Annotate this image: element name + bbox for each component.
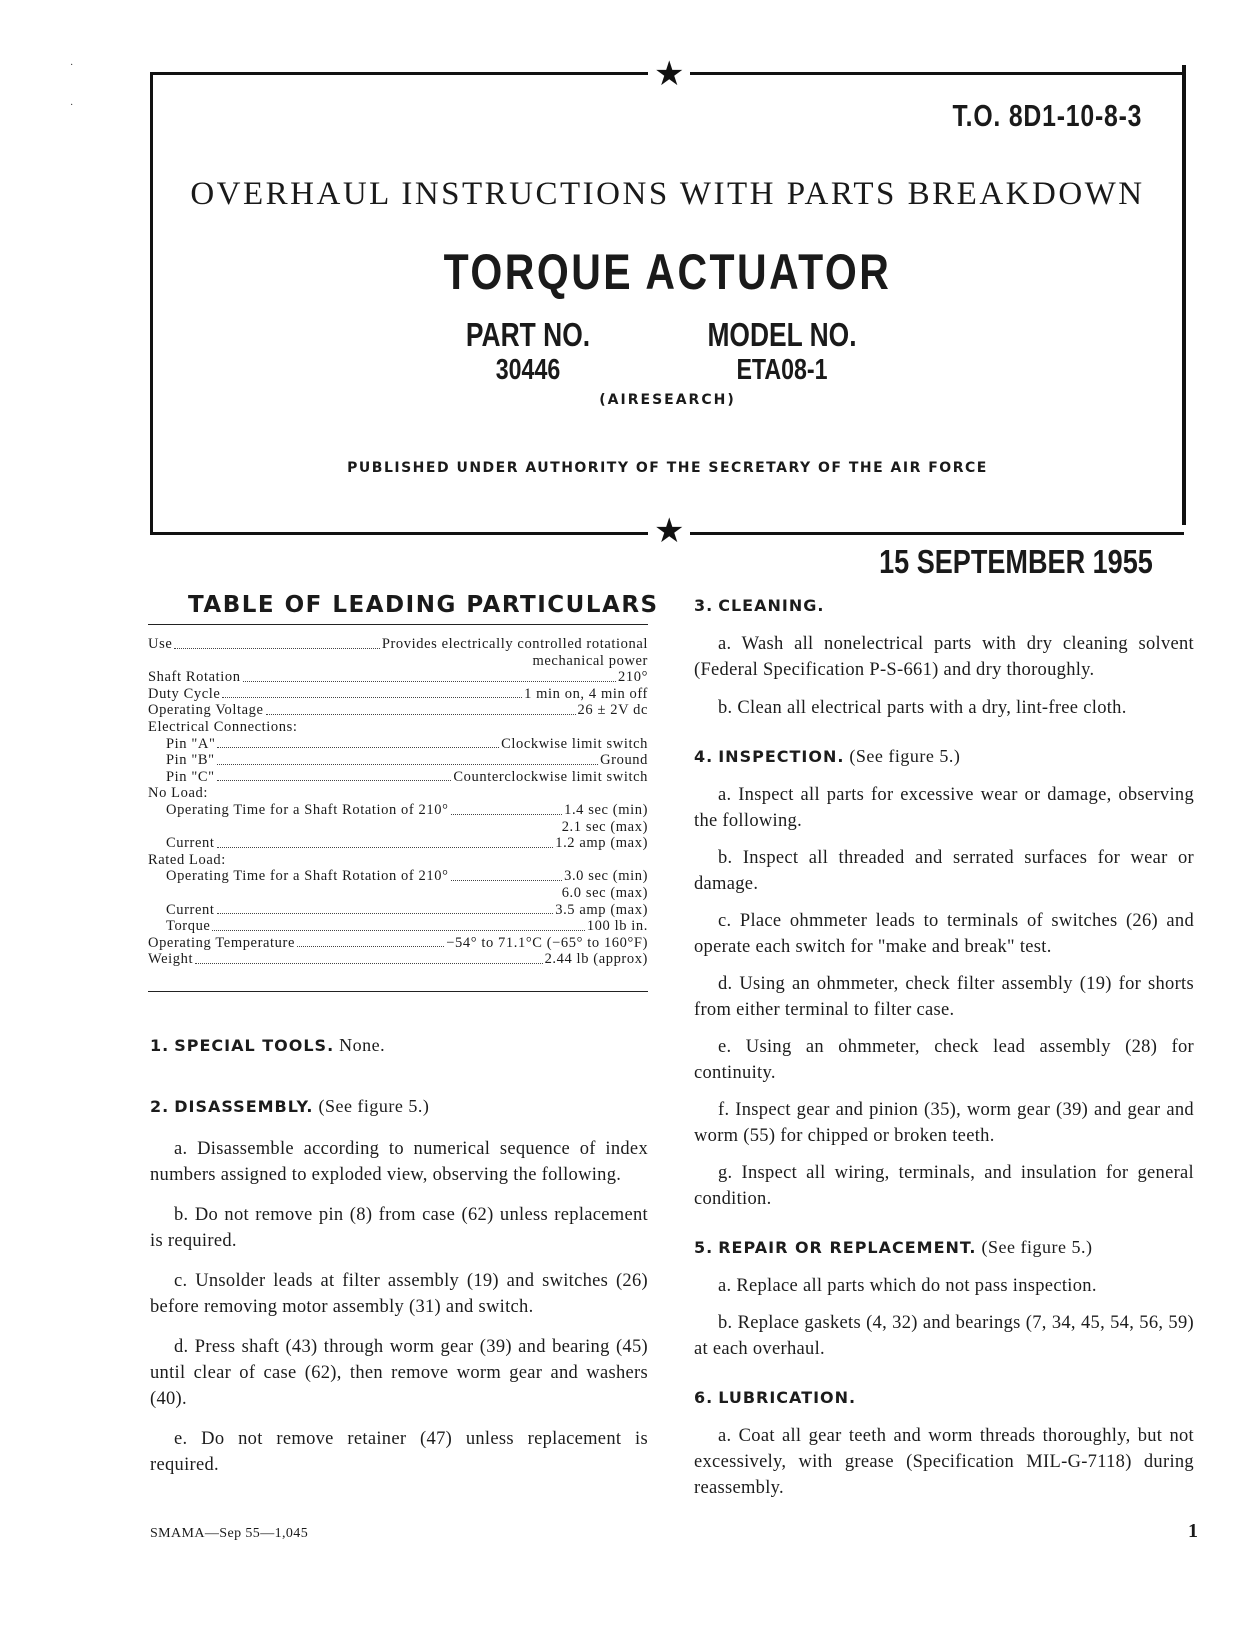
particulars-table: [148, 636, 648, 968]
particulars-top-rule: [148, 624, 648, 625]
particulars-row-nl-current: Current 1.2 amp (max): [166, 835, 648, 852]
particulars-row-shaft: Shaft Rotation 210°: [148, 669, 648, 686]
particulars-row-torque: Torque 100 lb in.: [166, 918, 648, 935]
margin-mark: ·: [70, 60, 74, 71]
particulars-row-rl-current: Current 3.5 amp (max): [166, 901, 648, 918]
particulars-row-use: Use Provides electrically controlled rotational: [148, 636, 648, 652]
paragraph-2e: e. Do not remove retainer (47) unless replacement is required.: [150, 1429, 648, 1475]
section-2-heading: 2. DISASSEMBLY. (See figure 5.): [150, 1096, 430, 1116]
particulars-row-nl-time: Operating Time for a Shaft Rotation of 210° 1.4 sec (min): [166, 801, 648, 818]
publication-date: 15 SEPTEMBER 1955: [879, 543, 1153, 580]
particulars-row-rl-time: Operating Time for a Shaft Rotation of 210° 3.0 sec (min): [166, 868, 648, 885]
particulars-row-pin-c: Pin "C" Counterclockwise limit switch: [166, 768, 648, 785]
particulars-title: TABLE OF LEADING PARTICULARS: [188, 592, 659, 618]
particulars-row-nl-time-cont: 2.1 sec (max): [561, 818, 648, 835]
page-number: 1: [1188, 1520, 1198, 1542]
model-number-label: MODEL NO.: [707, 316, 857, 353]
particulars-row-pin-b: Pin "B" Ground: [166, 752, 648, 769]
section-3-heading: 3. CLEANING.: [694, 596, 825, 615]
authority-line: PUBLISHED UNDER AUTHORITY OF THE SECRETARY OF THE AIR FORCE: [347, 460, 988, 476]
particulars-row-voltage: Operating Voltage 26 ± 2V dc: [148, 702, 648, 719]
particulars-row-use-cont: mechanical power: [532, 652, 648, 669]
particulars-row-weight: Weight 2.44 lb (approx): [148, 951, 648, 968]
right-column: [694, 592, 1194, 1501]
paragraph-2b: b. Do not remove pin (8) from case (62) unless replacement is required.: [150, 1205, 648, 1251]
part-number-value: 30446: [495, 354, 561, 386]
particulars-row-duty: Duty Cycle 1 min on, 4 min off: [148, 685, 648, 702]
paragraph-6a: a. Coat all gear teeth and worm threads thoroughly, but not excessively, with grease (Specification MIL-G-7118) during reassembly.: [694, 1426, 1194, 1498]
part-number-label: PART NO.: [465, 316, 591, 353]
paragraph-4a: a. Inspect all parts for excessive wear or damage, observing the following.: [694, 785, 1194, 831]
paragraph-4f: f. Inspect gear and pinion (35), worm gear (39) and gear and worm (55) for chipped or broken teeth.: [694, 1100, 1194, 1146]
particulars-row-pin-a: Pin "A" Clockwise limit switch: [166, 735, 648, 752]
section-5-heading: 5. REPAIR OR REPLACEMENT. (See figure 5.): [694, 1237, 1093, 1257]
section-6-heading: 6. LUBRICATION.: [694, 1388, 857, 1407]
manufacturer: (AIRESEARCH): [599, 392, 736, 408]
paragraph-2a: a. Disassemble according to numerical sequence of index numbers assigned to exploded view, observing the following.: [150, 1139, 648, 1185]
section-1-heading: 1. SPECIAL TOOLS. None.: [150, 1035, 386, 1055]
paragraph-5b: b. Replace gaskets (4, 32) and bearings (7, 34, 45, 54, 56, 59) at each overhaul.: [694, 1313, 1194, 1359]
paragraph-2d: d. Press shaft (43) through worm gear (39) and bearing (45) until clear of case (62), then remove worm gear and washers (40).: [150, 1337, 648, 1409]
product-name: TORQUE ACTUATOR: [443, 244, 892, 300]
particulars-row-electrical: Electrical Connections:: [148, 718, 298, 735]
paragraph-3b: b. Clean all electrical parts with a dry, lint-free cloth.: [718, 698, 1127, 718]
printing-code: SMAMA—Sep 55—1,045: [150, 1526, 309, 1541]
to-number: T.O. 8D1-10-8-3: [952, 98, 1142, 133]
section-4-heading: 4. INSPECTION. (See figure 5.): [694, 746, 961, 766]
paragraph-4b: b. Inspect all threaded and serrated surfaces for wear or damage.: [694, 848, 1194, 894]
margin-mark: ·: [70, 100, 74, 111]
paragraph-4g: g. Inspect all wiring, terminals, and insulation for general condition.: [694, 1163, 1194, 1209]
star-icon: ★: [648, 58, 690, 92]
particulars-row-no-load: No Load:: [148, 785, 208, 802]
paragraph-4c: c. Place ohmmeter leads to terminals of switches (26) and operate each switch for "make and break" test.: [694, 911, 1194, 957]
particulars-row-temperature: Operating Temperature −54° to 71.1°C (−65° to 160°F): [148, 934, 648, 951]
document-title: OVERHAUL INSTRUCTIONS WITH PARTS BREAKDOWN: [190, 176, 1145, 212]
particulars-row-rl-time-cont: 6.0 sec (max): [561, 884, 648, 901]
particulars-row-rated-load: Rated Load:: [148, 851, 226, 868]
particulars-bottom-rule: [148, 991, 648, 992]
paragraph-4e: e. Using an ohmmeter, check lead assembly (28) for continuity.: [694, 1037, 1194, 1083]
paragraph-3a: a. Wash all nonelectrical parts with dry cleaning solvent (Federal Specification P-S-661) and dry thoroughly.: [694, 634, 1194, 680]
star-icon: ★: [648, 515, 690, 549]
paragraph-2c: c. Unsolder leads at filter assembly (19) and switches (26) before removing motor assembly (31) and switch.: [150, 1271, 648, 1317]
paragraph-5a: a. Replace all parts which do not pass inspection.: [718, 1276, 1097, 1296]
model-number-value: ETA08-1: [736, 354, 828, 386]
left-column: [150, 1032, 648, 1478]
paragraph-4d: d. Using an ohmmeter, check filter assembly (19) for shorts from either terminal to filter case.: [694, 974, 1194, 1020]
